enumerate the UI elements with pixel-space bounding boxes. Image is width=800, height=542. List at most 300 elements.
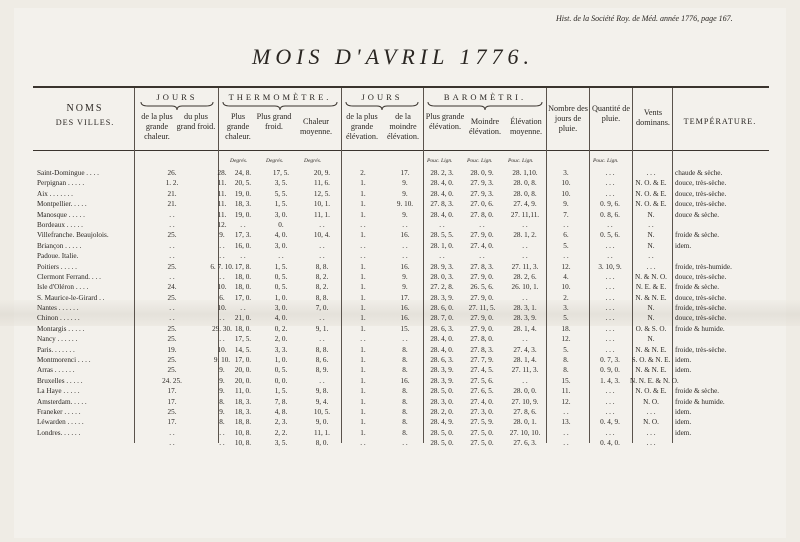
- thermo-max-cell: 18, 0.: [234, 324, 252, 333]
- thermo-mean-cell: 20, 9.: [313, 169, 331, 177]
- day-max-heat-cell: . .: [169, 252, 175, 261]
- rain-days-cell: 3.: [563, 169, 569, 177]
- rain-days-cell: 4.: [563, 272, 569, 281]
- rain-amount-cell: . . .: [605, 241, 615, 250]
- header-plus-grand-froid-thermo: Plus grand froid.: [256, 112, 292, 131]
- thermo-min-cell: 2, 3.: [274, 418, 288, 427]
- baro-max-cell: 28. 5, 5.: [430, 231, 454, 240]
- day-max-heat-cell: 26.: [167, 169, 177, 177]
- thermo-mean-cell: 10, 5.: [313, 407, 331, 416]
- table-row: [37, 293, 767, 303]
- day-max-heat-cell: 25.: [167, 335, 177, 344]
- thermo-min-cell: 3, 5.: [274, 179, 288, 188]
- city-name-cell: La Haye . . . . .: [37, 387, 80, 396]
- day-max-pressure-cell: 1.: [360, 356, 366, 365]
- page-title: MOIS D'AVRIL 1776.: [252, 44, 535, 69]
- baro-mean-cell: 27. 6, 3.: [513, 439, 537, 448]
- day-max-heat-cell: . .: [169, 272, 175, 281]
- header-plus-grande-chaleur-thermo: Plus grande chaleur.: [225, 112, 251, 141]
- day-max-cold-cell: 8.: [219, 418, 225, 427]
- header-plus-grande-chaleur: de la plus grande chaleur.: [141, 112, 173, 141]
- baro-min-cell: 27. 7, 9.: [470, 356, 494, 365]
- thermo-min-cell: 5, 5.: [274, 189, 288, 198]
- day-max-heat-cell: . .: [169, 314, 175, 323]
- baro-min-cell: 27. 9, 0.: [470, 314, 494, 323]
- day-max-pressure-cell: 1.: [360, 231, 366, 240]
- day-max-heat-cell: 25.: [167, 262, 177, 271]
- thermo-min-cell: 0, 5.: [274, 366, 288, 375]
- rain-days-cell: 11.: [561, 387, 571, 396]
- thermo-max-cell: . .: [240, 220, 246, 229]
- baro-max-cell: 27. 8, 3.: [430, 200, 454, 209]
- rain-days-cell: 13.: [561, 418, 571, 427]
- baro-mean-cell: 28. 1, 4.: [513, 324, 537, 333]
- thermo-min-cell: 1, 5.: [274, 200, 288, 209]
- temperature-note-cell: froide & sèche.: [675, 387, 720, 396]
- day-min-pressure-cell: . .: [402, 439, 408, 448]
- thermo-max-cell: 18, 8.: [234, 418, 252, 427]
- thermo-max-cell: 17, 8.: [234, 262, 252, 271]
- header-barometre: BAROMÈTRI.: [443, 92, 527, 102]
- header-rule: [33, 150, 769, 151]
- day-max-heat-cell: 25.: [167, 231, 177, 240]
- thermo-mean-cell: 12, 5.: [313, 189, 331, 198]
- city-name-cell: Nantes . . . . . .: [37, 304, 79, 313]
- winds-cell: N. O.: [643, 397, 659, 406]
- temperature-note-cell: idem.: [675, 407, 692, 416]
- table-row: [37, 313, 767, 323]
- city-name-cell: Arras . . . . . .: [37, 366, 75, 375]
- day-min-pressure-cell: 9.: [402, 272, 408, 281]
- thermo-mean-cell: 11, 6.: [314, 179, 330, 188]
- day-max-pressure-cell: 1.: [360, 304, 366, 313]
- rain-days-cell: . .: [563, 252, 569, 261]
- baro-min-cell: 27. 3, 0.: [470, 407, 494, 416]
- baro-min-cell: 27. 5, 0.: [470, 428, 494, 437]
- baro-mean-cell: 27. 4, 9.: [513, 200, 537, 209]
- rain-amount-cell: . .: [607, 252, 613, 261]
- day-min-pressure-cell: 8.: [402, 397, 408, 406]
- thermo-max-cell: 10, 8.: [234, 439, 252, 448]
- day-max-cold-cell: . .: [219, 428, 225, 437]
- baro-max-cell: 28. 3, 0.: [430, 397, 454, 406]
- thermo-min-cell: 3, 0.: [274, 241, 288, 250]
- rain-amount-cell: . . .: [605, 272, 615, 281]
- day-max-heat-cell: . .: [169, 304, 175, 313]
- header-moindre-elevation-baro: Moindre élévation.: [468, 117, 502, 136]
- thermo-mean-cell: 8, 8.: [315, 345, 329, 354]
- thermo-mean-cell: 8, 0.: [315, 439, 329, 448]
- thermo-min-cell: 0, 0.: [274, 376, 288, 385]
- rain-amount-cell: 0. 4, 9.: [600, 418, 620, 427]
- baro-mean-cell: 28. 3, 9.: [513, 314, 537, 323]
- rain-amount-cell: 0. 9, 0.: [600, 366, 620, 375]
- brace-icon: [345, 101, 419, 110]
- thermo-min-cell: 3, 0.: [274, 210, 288, 219]
- day-min-pressure-cell: 17.: [400, 169, 410, 177]
- baro-max-cell: 28. 4, 0.: [430, 179, 454, 188]
- day-min-pressure-cell: 8.: [402, 345, 408, 354]
- thermo-min-cell: 4, 8.: [274, 407, 288, 416]
- baro-min-cell: 27. 5, 9.: [470, 418, 494, 427]
- baro-min-cell: 27. 9, 3.: [470, 179, 494, 188]
- table-row: [37, 355, 767, 365]
- rain-amount-cell: 0. 9, 6.: [600, 200, 620, 209]
- thermo-max-cell: 14, 5.: [234, 345, 252, 354]
- table-row: [37, 376, 767, 386]
- day-max-heat-cell: 17.: [167, 397, 177, 406]
- header-jours-baro: JOURS: [361, 92, 403, 102]
- thermo-mean-cell: . .: [319, 376, 325, 385]
- rain-days-cell: 12.: [561, 397, 571, 406]
- city-name-cell: Isle d'Oléron . . . .: [37, 283, 89, 292]
- day-min-pressure-cell: 8.: [402, 428, 408, 437]
- day-max-pressure-cell: 1.: [360, 366, 366, 375]
- rain-amount-cell: . .: [607, 220, 613, 229]
- rain-days-cell: 2.: [563, 293, 569, 302]
- thermo-mean-cell: . .: [319, 335, 325, 344]
- winds-cell: N.: [647, 335, 655, 344]
- baro-min-cell: 27. 9, 0.: [470, 324, 494, 333]
- rain-amount-cell: 1. 4, 3.: [600, 376, 620, 385]
- baro-mean-cell: 27. 11, 3.: [511, 366, 539, 375]
- baro-max-cell: 28. 2, 0.: [430, 407, 454, 416]
- rain-days-cell: 7.: [563, 210, 569, 219]
- brace-icon: [222, 101, 338, 110]
- winds-cell: N. N. E. & N. O.: [630, 376, 679, 385]
- thermo-min-cell: 0, 5.: [274, 283, 288, 292]
- winds-cell: N.: [647, 210, 655, 219]
- baro-max-cell: . .: [439, 252, 445, 261]
- day-max-pressure-cell: 1.: [360, 418, 366, 427]
- day-max-cold-cell: 29. 30.: [212, 324, 232, 333]
- day-max-cold-cell: 6. 7. 10.: [210, 262, 234, 271]
- thermo-min-cell: 1, 5.: [274, 262, 288, 271]
- day-min-pressure-cell: 17.: [400, 293, 410, 302]
- rain-days-cell: 12.: [561, 262, 571, 271]
- thermo-mean-cell: 11, 1.: [314, 210, 330, 219]
- day-max-cold-cell: 9.: [219, 376, 225, 385]
- day-max-pressure-cell: 1.: [360, 345, 366, 354]
- temperature-note-cell: froide, très-sèche.: [675, 304, 727, 313]
- thermo-mean-cell: 8, 6.: [315, 356, 329, 365]
- table-row: [37, 178, 767, 188]
- unit-label: Degrés.: [230, 158, 248, 164]
- day-min-pressure-cell: 15.: [400, 324, 410, 333]
- table-row: [37, 345, 767, 355]
- day-max-cold-cell: 10.: [217, 345, 227, 354]
- day-max-heat-cell: 25.: [167, 356, 177, 365]
- temperature-note-cell: froide, très-humide.: [675, 262, 732, 271]
- day-min-pressure-cell: 8.: [402, 407, 408, 416]
- winds-cell: N. O. & E.: [635, 179, 667, 188]
- day-max-heat-cell: 25.: [167, 407, 177, 416]
- unit-label: Pouc. Lign.: [427, 158, 453, 164]
- table-row: [37, 324, 767, 334]
- day-max-cold-cell: 12.: [217, 220, 227, 229]
- city-name-cell: Nancy . . . . . .: [37, 335, 78, 344]
- thermo-max-cell: 19, 0.: [234, 210, 252, 219]
- header-jours-temp: JOURS: [156, 92, 198, 102]
- city-name-cell: Bruxelles . . . . .: [37, 376, 83, 385]
- winds-cell: N. O. & E.: [635, 189, 667, 198]
- thermo-min-cell: 1, 0.: [274, 293, 288, 302]
- thermo-mean-cell: . .: [319, 314, 325, 323]
- brace-icon: [140, 101, 214, 110]
- thermo-min-cell: 4, 0.: [274, 314, 288, 323]
- day-max-cold-cell: . .: [219, 335, 225, 344]
- winds-cell: N. & N. O.: [635, 272, 667, 281]
- city-name-cell: Montmorenci . . . .: [37, 356, 91, 365]
- winds-cell: N. E. & E.: [635, 283, 667, 292]
- temperature-note-cell: froide & sèche.: [675, 283, 720, 292]
- thermo-max-cell: 20, 5.: [234, 179, 252, 188]
- unit-label: Degrés.: [266, 158, 284, 164]
- thermo-max-cell: 19, 0.: [234, 189, 252, 198]
- thermo-max-cell: 20, 0.: [234, 376, 252, 385]
- rain-days-cell: 8.: [563, 356, 569, 365]
- temperature-note-cell: idem.: [675, 428, 692, 437]
- winds-cell: N.: [647, 231, 655, 240]
- thermo-mean-cell: 9, 4.: [315, 397, 329, 406]
- day-max-cold-cell: . .: [219, 241, 225, 250]
- day-max-cold-cell: 9. 10.: [213, 356, 231, 365]
- thermo-max-cell: 24, 8.: [234, 169, 252, 177]
- winds-cell: N. & N. E.: [635, 366, 667, 375]
- day-max-pressure-cell: 1.: [360, 210, 366, 219]
- unit-label: Pouc. Lign.: [508, 158, 534, 164]
- rain-days-cell: 18.: [561, 324, 571, 333]
- day-max-cold-cell: 11.: [217, 200, 227, 209]
- rain-days-cell: 5.: [563, 345, 569, 354]
- day-max-pressure-cell: 1.: [360, 428, 366, 437]
- table-row: [37, 386, 767, 396]
- baro-max-cell: 28. 3, 9.: [430, 376, 454, 385]
- day-max-pressure-cell: 1.: [360, 262, 366, 271]
- rain-amount-cell: . . .: [605, 335, 615, 344]
- thermo-max-cell: . .: [240, 304, 246, 313]
- thermo-mean-cell: 8, 8.: [315, 293, 329, 302]
- winds-cell: . . .: [646, 439, 656, 448]
- rain-days-cell: 12.: [561, 335, 571, 344]
- temperature-note-cell: froide & sèche.: [675, 231, 720, 240]
- table-row: [37, 230, 767, 240]
- city-name-cell: Léwarden . . . . .: [37, 418, 84, 427]
- baro-mean-cell: . .: [522, 241, 528, 250]
- rain-days-cell: 5.: [563, 241, 569, 250]
- thermo-mean-cell: . .: [319, 220, 325, 229]
- day-max-pressure-cell: . .: [360, 252, 366, 261]
- baro-max-cell: 28. 4, 0.: [430, 345, 454, 354]
- day-max-cold-cell: 8.: [219, 397, 225, 406]
- header-plus-grand-froid: du plus grand froid.: [176, 112, 216, 131]
- baro-mean-cell: . .: [522, 293, 528, 302]
- city-name-cell: Padoue. Italie.: [37, 252, 79, 261]
- header-elevation-moyenne: Élévation moyenne.: [509, 117, 543, 136]
- winds-cell: N. & N. E.: [635, 293, 667, 302]
- rain-amount-cell: . . .: [605, 314, 615, 323]
- thermo-min-cell: 0.: [278, 220, 284, 229]
- thermo-max-cell: 17, 5.: [234, 335, 252, 344]
- brace-icon: [427, 101, 543, 110]
- baro-min-cell: 27. 0, 6.: [470, 200, 494, 209]
- header-plus-grande-elevation-baro: Plus grande élévation.: [425, 112, 465, 131]
- temperature-note-cell: idem.: [675, 418, 692, 427]
- baro-mean-cell: 27. 10, 9.: [511, 397, 539, 406]
- day-min-pressure-cell: . .: [402, 241, 408, 250]
- rain-days-cell: . .: [563, 220, 569, 229]
- temperature-note-cell: idem.: [675, 366, 692, 375]
- thermo-min-cell: 1, 0.: [274, 356, 288, 365]
- rain-days-cell: 10.: [561, 283, 571, 292]
- day-max-heat-cell: 19.: [167, 345, 177, 354]
- table-row: [37, 241, 767, 251]
- thermo-mean-cell: . .: [319, 241, 325, 250]
- baro-mean-cell: 28. 1,10.: [512, 169, 538, 177]
- winds-cell: N.: [647, 314, 655, 323]
- header-vents: Vents dominans.: [636, 108, 670, 127]
- thermo-max-cell: 17, 0.: [234, 356, 252, 365]
- day-max-cold-cell: 9.: [219, 366, 225, 375]
- winds-cell: . .: [648, 220, 654, 229]
- table-row: [37, 220, 767, 230]
- thermo-mean-cell: 9, 8.: [315, 387, 329, 396]
- baro-max-cell: 28. 3, 9.: [430, 293, 454, 302]
- thermo-min-cell: . .: [278, 252, 284, 261]
- header-villes: DES VILLES.: [55, 118, 115, 127]
- table-row: [37, 168, 767, 178]
- baro-mean-cell: 27. 11,11.: [510, 210, 540, 219]
- day-max-pressure-cell: . .: [360, 241, 366, 250]
- day-min-pressure-cell: . .: [402, 335, 408, 344]
- table-row: [37, 428, 767, 438]
- day-max-heat-cell: 1. 2.: [165, 179, 179, 188]
- day-min-pressure-cell: 16.: [400, 376, 410, 385]
- day-max-heat-cell: . .: [169, 210, 175, 219]
- baro-max-cell: 28. 4, 0.: [430, 335, 454, 344]
- day-min-pressure-cell: 9.: [402, 189, 408, 198]
- rain-amount-cell: . . .: [605, 189, 615, 198]
- thermo-max-cell: 20, 0.: [234, 366, 252, 375]
- rain-days-cell: 3.: [563, 304, 569, 313]
- table-row: [37, 303, 767, 313]
- baro-max-cell: 28. 7, 0.: [430, 314, 454, 323]
- day-max-cold-cell: . .: [219, 252, 225, 261]
- baro-max-cell: 28. 4, 9.: [430, 418, 454, 427]
- temperature-note-cell: douce, très-sèche.: [675, 314, 727, 323]
- temperature-note-cell: idem.: [675, 241, 692, 250]
- header-moindre-elevation: de la moindre élévation.: [386, 112, 420, 141]
- city-name-cell: Manosque . . . . .: [37, 210, 85, 219]
- city-name-cell: Paris. . . . . . .: [37, 345, 75, 354]
- baro-mean-cell: 27. 11, 3.: [511, 262, 539, 271]
- baro-min-cell: 28. 0, 9.: [470, 169, 494, 177]
- winds-cell: S. O. & N. E.: [631, 356, 671, 365]
- thermo-mean-cell: 8, 9.: [315, 366, 329, 375]
- day-max-cold-cell: 11.: [217, 189, 227, 198]
- day-max-cold-cell: 6.: [219, 293, 225, 302]
- day-min-pressure-cell: 16.: [400, 314, 410, 323]
- day-max-cold-cell: 9.: [219, 407, 225, 416]
- temperature-note-cell: douce & sèche.: [675, 210, 720, 219]
- rain-amount-cell: 0. 8, 6.: [600, 210, 620, 219]
- table-row: [37, 397, 767, 407]
- day-max-pressure-cell: 1.: [360, 324, 366, 333]
- city-name-cell: Villefranche. Beaujolois.: [37, 231, 109, 240]
- day-min-pressure-cell: 9.: [402, 283, 408, 292]
- day-max-heat-cell: 25.: [167, 366, 177, 375]
- baro-min-cell: 27. 9, 0.: [470, 272, 494, 281]
- day-max-pressure-cell: 1.: [360, 283, 366, 292]
- day-max-heat-cell: 24. 25.: [162, 376, 182, 385]
- baro-max-cell: 28. 0, 3.: [430, 272, 454, 281]
- temperature-note-cell: douce, très-sèche.: [675, 293, 727, 302]
- rain-amount-cell: . . .: [605, 324, 615, 333]
- baro-min-cell: 27. 8, 0.: [470, 210, 494, 219]
- top-rule: [33, 86, 769, 88]
- table-row: [37, 210, 767, 220]
- day-max-pressure-cell: 1.: [360, 189, 366, 198]
- city-name-cell: Clermont Ferrand. . . .: [37, 272, 101, 281]
- thermo-max-cell: . .: [240, 252, 246, 261]
- temperature-note-cell: douce, très-sèche.: [675, 272, 727, 281]
- thermo-min-cell: 3, 3.: [274, 345, 288, 354]
- rain-days-cell: 8.: [563, 366, 569, 375]
- thermo-max-cell: 18, 0.: [234, 272, 252, 281]
- thermo-mean-cell: 10, 1.: [313, 200, 331, 209]
- baro-max-cell: 28. 5, 0.: [430, 428, 454, 437]
- thermo-max-cell: 21, 0.: [234, 314, 252, 323]
- day-max-heat-cell: 21.: [167, 200, 177, 209]
- baro-min-cell: 26. 5, 6.: [470, 283, 494, 292]
- temperature-note-cell: froide, très-sèche.: [675, 345, 727, 354]
- baro-min-cell: 27. 5, 0.: [470, 439, 494, 448]
- day-max-pressure-cell: 1.: [360, 407, 366, 416]
- rain-days-cell: 10.: [561, 189, 571, 198]
- running-head: Hist. de la Société Roy. de Méd. année 1776, page 167.: [556, 14, 733, 23]
- rain-amount-cell: . . .: [605, 397, 615, 406]
- winds-cell: N. O.: [643, 418, 659, 427]
- baro-min-cell: 27. 9, 0.: [470, 231, 494, 240]
- baro-mean-cell: 28. 1, 4.: [513, 356, 537, 365]
- table-row: [37, 334, 767, 344]
- baro-mean-cell: 26. 10, 1.: [511, 283, 539, 292]
- rain-days-cell: 15.: [561, 376, 571, 385]
- day-max-pressure-cell: 1.: [360, 397, 366, 406]
- temperature-note-cell: chaude & sèche.: [675, 169, 723, 177]
- day-max-pressure-cell: 1.: [360, 376, 366, 385]
- rain-days-cell: . .: [563, 407, 569, 416]
- baro-min-cell: . .: [479, 252, 485, 261]
- day-min-pressure-cell: 8.: [402, 387, 408, 396]
- unit-label: Pouc. Lign.: [467, 158, 493, 164]
- winds-cell: . . .: [646, 169, 656, 177]
- day-min-pressure-cell: 8.: [402, 418, 408, 427]
- baro-min-cell: 27. 6, 5.: [470, 387, 494, 396]
- baro-mean-cell: 28. 3, 1.: [513, 304, 537, 313]
- day-min-pressure-cell: 16.: [400, 262, 410, 271]
- day-max-heat-cell: . .: [169, 439, 175, 448]
- day-max-heat-cell: 24.: [167, 283, 177, 292]
- rain-amount-cell: . . .: [605, 387, 615, 396]
- day-max-heat-cell: 25.: [167, 324, 177, 333]
- winds-cell: N. O. & E.: [635, 387, 667, 396]
- rain-amount-cell: 3. 10, 9.: [598, 262, 622, 271]
- rain-amount-cell: 0. 5, 6.: [600, 231, 620, 240]
- day-min-pressure-cell: 16.: [400, 231, 410, 240]
- day-min-pressure-cell: . .: [402, 220, 408, 229]
- day-max-cold-cell: 9.: [219, 387, 225, 396]
